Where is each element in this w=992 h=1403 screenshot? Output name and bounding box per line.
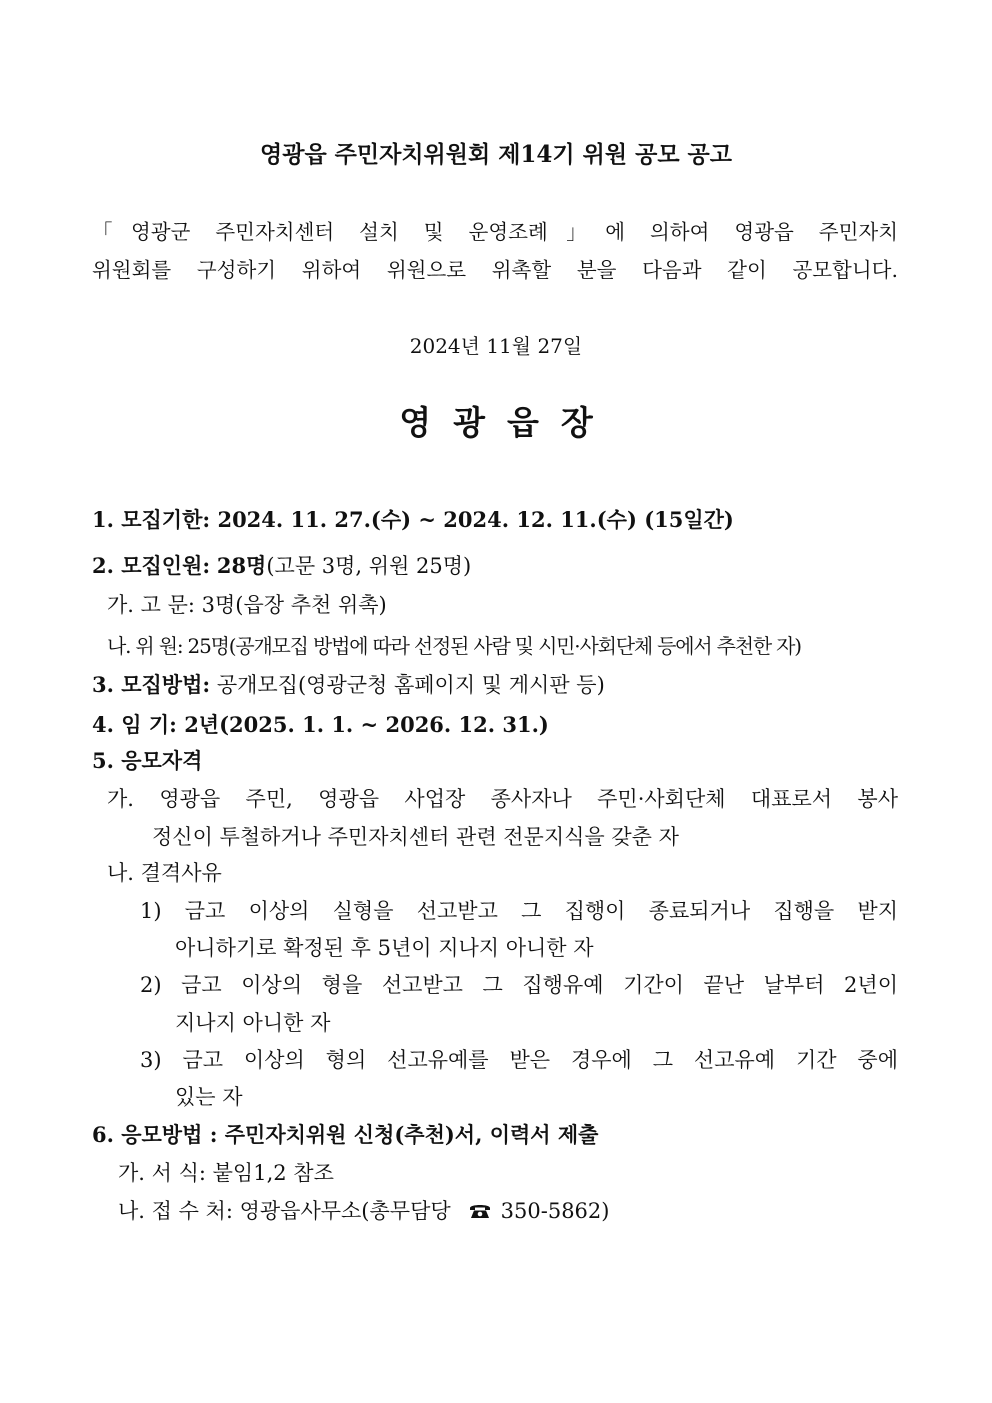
item-2b-value: 25명(공개모집 방법에 따라 선정된 사람 및 시민·사회단체 등에서 추천한 자) bbox=[187, 634, 801, 658]
item-2-advisor bbox=[107, 590, 387, 620]
intro-line-1: 「영광군 주민자치센터 설치 및 운영조례」에 의하여 영광읍 주민자치 bbox=[92, 220, 898, 244]
item-3-recruitment-method bbox=[92, 670, 605, 700]
item-2a-value: 3명(읍장 추천 위촉) bbox=[201, 593, 387, 617]
item-2-recruitment-count bbox=[92, 551, 471, 581]
item-5a-line-2: 정신이 투철하거나 주민자치센터 관련 전문지식을 갖춘 자 bbox=[152, 825, 679, 849]
item-3-value: 공개모집(영광군청 홈페이지 및 게시판 등) bbox=[216, 673, 605, 697]
item-4-label: 4. 임 기: bbox=[92, 712, 177, 737]
item-5b1-line-2: 아니하기로 확정된 후 5년이 지나지 아니한 자 bbox=[175, 936, 594, 960]
item-4-term bbox=[92, 710, 549, 740]
issuer-signature: 영광읍장 bbox=[399, 403, 615, 442]
item-5b2-line-2: 지나지 아니한 자 bbox=[175, 1011, 331, 1035]
item-6-application-method: 6. 응모방법 : 주민자치위원 신청(추천)서, 이력서 제출 bbox=[92, 1122, 599, 1147]
item-1-value: 2024. 11. 27.(수) ~ 2024. 12. 11.(수) (15일간) bbox=[217, 507, 734, 532]
item-5b-disqualification: 나. 결격사유 bbox=[107, 861, 222, 885]
item-2-value: (고문 3명, 위원 25명) bbox=[266, 554, 472, 578]
item-6b-phone: 350-5862) bbox=[500, 1199, 610, 1223]
item-6b-label: 나. 접 수 처: 영광읍사무소(총무담당 bbox=[118, 1199, 451, 1223]
item-2b-label: 나. 위 원: bbox=[107, 634, 183, 658]
announcement-date: 2024년 11월 27일 bbox=[409, 334, 583, 358]
item-5a-line-1: 가. 영광읍 주민, 영광읍 사업장 종사자나 주민·사회단체 대표로서 봉사 bbox=[107, 787, 898, 811]
item-5b2-line-1: 2) 금고 이상의 형을 선고받고 그 집행유예 기간이 끝난 날부터 2년이 bbox=[140, 973, 898, 997]
item-1-label: 1. 모집기한: bbox=[92, 507, 211, 532]
telephone-icon bbox=[469, 1196, 491, 1226]
item-6a-form: 가. 서 식: 붙임1,2 참조 bbox=[118, 1161, 334, 1185]
item-1-recruitment-period bbox=[92, 505, 734, 535]
intro-line-2: 위원회를 구성하기 위하여 위원으로 위촉할 분을 다음과 같이 공모합니다. bbox=[92, 258, 898, 282]
item-5b3-line-2: 있는 자 bbox=[175, 1085, 243, 1109]
item-2a-label: 가. 고 문: bbox=[107, 593, 195, 617]
item-2-label: 2. 모집인원: bbox=[92, 553, 211, 578]
item-4-value: 2년(2025. 1. 1. ~ 2026. 12. 31.) bbox=[184, 712, 549, 737]
item-6b-receipt bbox=[118, 1196, 609, 1226]
item-5b3-line-1: 3) 금고 이상의 형의 선고유예를 받은 경우에 그 선고유예 기간 중에 bbox=[140, 1048, 898, 1072]
item-2-member bbox=[107, 631, 801, 661]
item-2-value-bold: 28명 bbox=[216, 553, 267, 578]
item-5b1-line-1: 1) 금고 이상의 실형을 선고받고 그 집행이 종료되거나 집행을 받지 bbox=[140, 899, 898, 923]
item-5-eligibility: 5. 응모자격 bbox=[92, 748, 203, 773]
item-3-label: 3. 모집방법: bbox=[92, 672, 211, 697]
document-title: 영광읍 주민자치위원회 제14기 위원 공모 공고 bbox=[260, 141, 732, 168]
